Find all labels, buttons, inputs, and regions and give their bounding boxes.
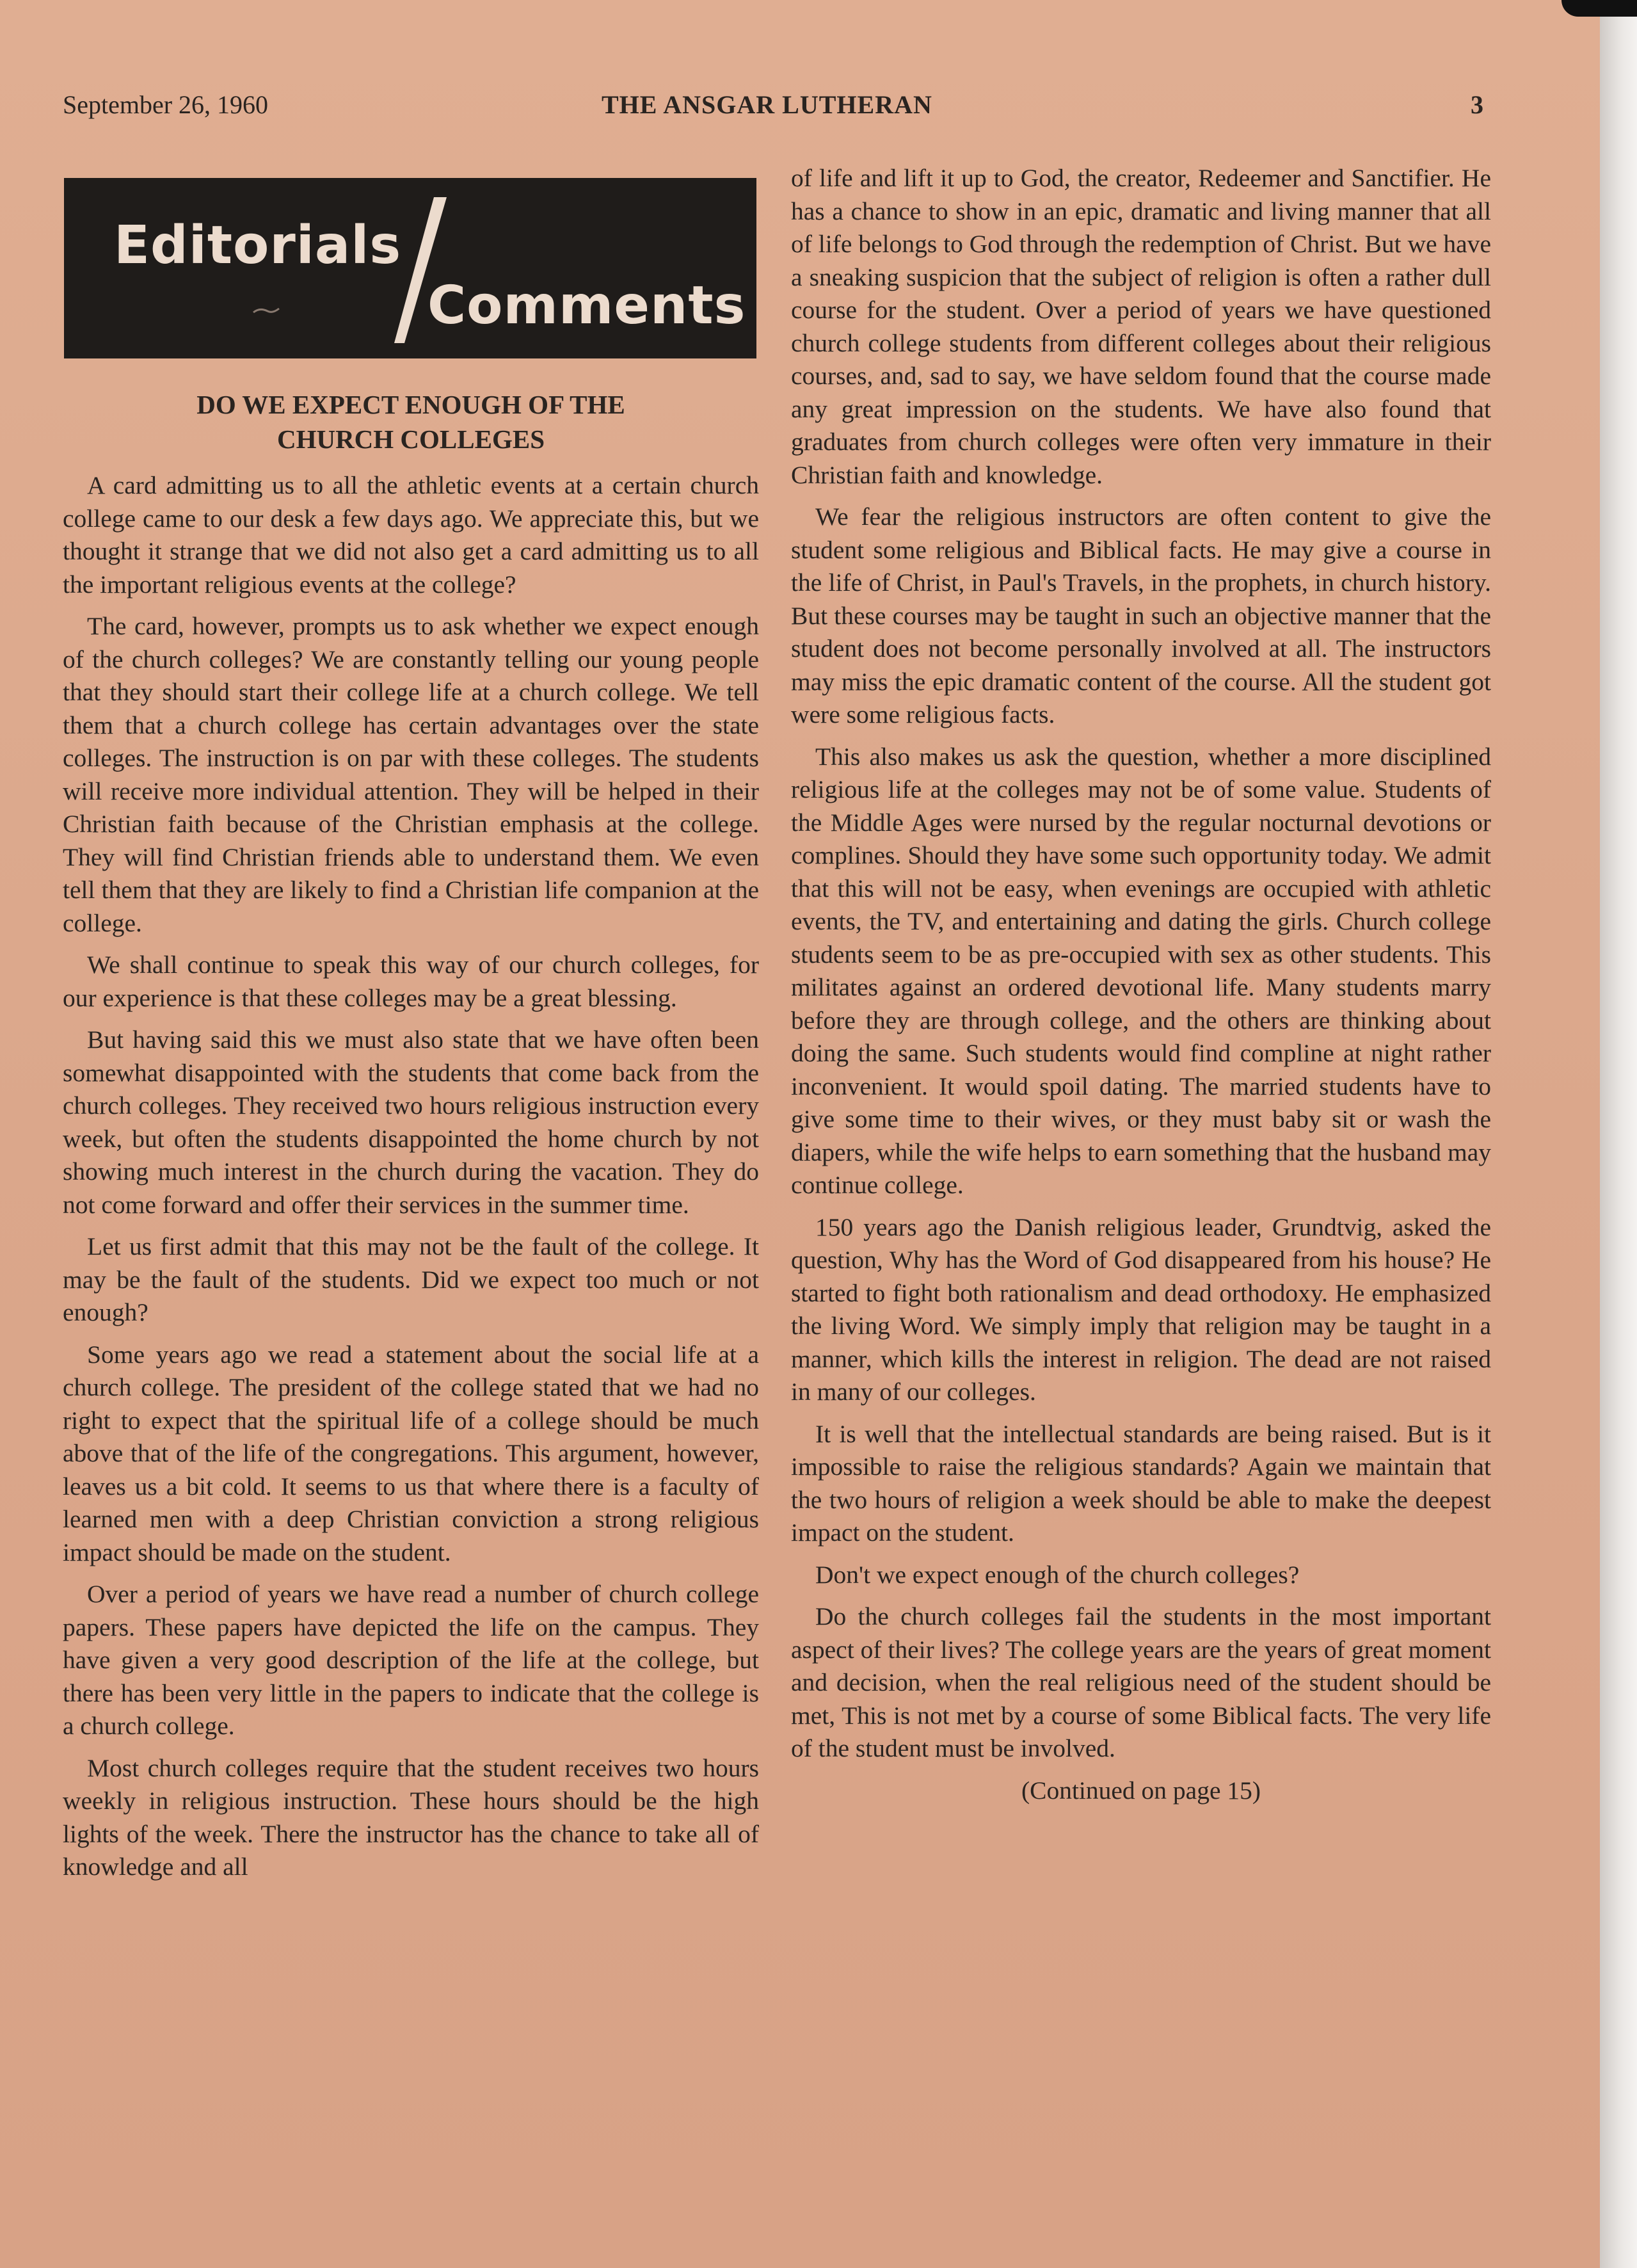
left-column (63, 387, 759, 1893)
editorials-comments-banner (64, 178, 756, 358)
paragraph: Let us first admit that this may not be the fault of the college. It may be the fault of the students. Did we expect too much or not enough? (63, 1232, 759, 1326)
page-header (63, 90, 1483, 128)
paragraph: 150 years ago the Danish religious leader, Grundtvig, asked the question, Why has the Word of God disappeared from his house? He started to fight both rationalism and dead orthodoxy. He emphasized the living Word. We simply imply that religion may be taught in a manner, which kills the interest in religion. The dead are not raised in many of our colleges. (791, 1212, 1491, 1406)
page-edge (1600, 0, 1637, 2268)
right-column (791, 162, 1491, 1816)
corner-shadow (1561, 0, 1637, 17)
paragraph: This also makes us ask the question, whether a more disciplined religious life at the colleges may not be of some value. Students of the Middle Ages were nursed by the regular nocturnal devotions or complines. Should they have some such opportunity today. We admit that this will not be easy, when evenings are occupied with athletic events, the TV, and entertaining and dating the girls. Church college students seem to be as pre-occupied with sex as other students. This militates against an ordered devotional life. Many students marry before they are through college, and the others are thinking about doing the same. Such students would find compline at night rather inconvenient. It would spoil dating. The married students have to give some time to their wives, or they must baby sit or wash the diapers, while the wife helps to earn something that the husband may continue college. (791, 742, 1491, 1199)
headline-line: CHURCH COLLEGES (276, 424, 545, 454)
paragraph: We fear the religious instructors are often content to give the student some religious and Biblical facts. He may give a course in the life of Christ, in Paul's Travels, in the prophets, in church history. But these courses may be taught in such an objective manner that the student does not become personally involved at all. The instructors may miss the epic dramatic content of the course. All the student got were some religious facts. (791, 503, 1491, 728)
banner-word-editorials: Editorials (114, 215, 402, 276)
paragraph: A card admitting us to all the athletic events at a certain church college came to our desk a few days ago. We appreciate this, but we thought it strange that we did not also get a card admitting us to all the important religious events at the college? (63, 471, 759, 599)
continued-note: (Continued on page 15) (1021, 1776, 1261, 1805)
paragraph: Don't we expect enough of the church colleges? (815, 1560, 1300, 1589)
publication-title: THE ANSGAR LUTHERAN (602, 90, 932, 119)
paragraph: Over a period of years we have read a number of church college papers. These papers have depicted the life on the campus. They have given a very good description of the life at the college, but there has been very little in the papers to indicate that the college is a church college. (63, 1580, 759, 1740)
paragraph: of life and lift it up to God, the creator, Redeemer and Sanctifier. He has a chance to show in an epic, dramatic and living manner that all of life belongs to God through the redemption of Christ. But we have a sneaking suspicion that the subject of religion is often a rather dull course for the student. Over a period of years we have questioned church college students from different colleges about their religious courses, and, sad to say, we have seldom found that the course made any great impression on the students. We have also found that graduates from church colleges were often very immature in their Christian faith and knowledge. (791, 164, 1491, 489)
page-number: 3 (1471, 90, 1483, 119)
headline-line: DO WE EXPECT ENOUGH OF THE (196, 390, 625, 419)
paragraph: We shall continue to speak this way of our church colleges, for our experience is that these colleges may be a great blessing. (63, 951, 759, 1012)
article-headline (63, 387, 759, 456)
banner-word-comments: Comments (427, 275, 746, 336)
paragraph: The card, however, prompts us to ask whether we expect enough of the church colleges? We are constantly telling our young people that they should start their college life at a church college. We tell them that a church college has certain advantages over the state colleges. The instruction is on par with these colleges. The students will receive more individual attention. They will be helped in their Christian faith because of the Christian emphasis at the college. They will find Christian friends able to understand them. We even tell them that they are likely to find a Christian life companion at the college. (63, 612, 759, 937)
paragraph: Do the church colleges fail the students in the most important aspect of their lives? The college years are the years of great moment and decision, when the real religious need of the student should be met, This is not met by a course of some Biblical facts. The very life of the student must be involved. (791, 1602, 1491, 1762)
issue-date: September 26, 1960 (63, 90, 269, 119)
paragraph: Some years ago we read a statement about the social life at a church college. The president of the college stated that we had no right to expect that the spiritual life of a college should be much above that of the life of the congregations. This argument, however, leaves us a bit cold. It seems to us that where there is a faculty of learned men with a deep Christian conviction a strong religious impact should be made on the student. (63, 1340, 759, 1566)
paragraph: Most church colleges require that the student receives two hours weekly in religious instruction. These hours should be the high lights of the week. There the instructor has the chance to take all of knowledge and all (63, 1753, 759, 1881)
paragraph: But having said this we must also state that we have often been somewhat disappointed with the students that come back from the church colleges. They received two hours religious instruction every week, but often the students disappointed the home church by not showing much interest in the church during the vacation. They do not come forward and offer their services in the summer time. (63, 1025, 759, 1219)
paragraph: It is well that the intellectual standards are being raised. But is it impossible to raise the religious standards? Again we maintain that the two hours of religion a week should be able to make the deepest impact on the student. (791, 1419, 1491, 1547)
